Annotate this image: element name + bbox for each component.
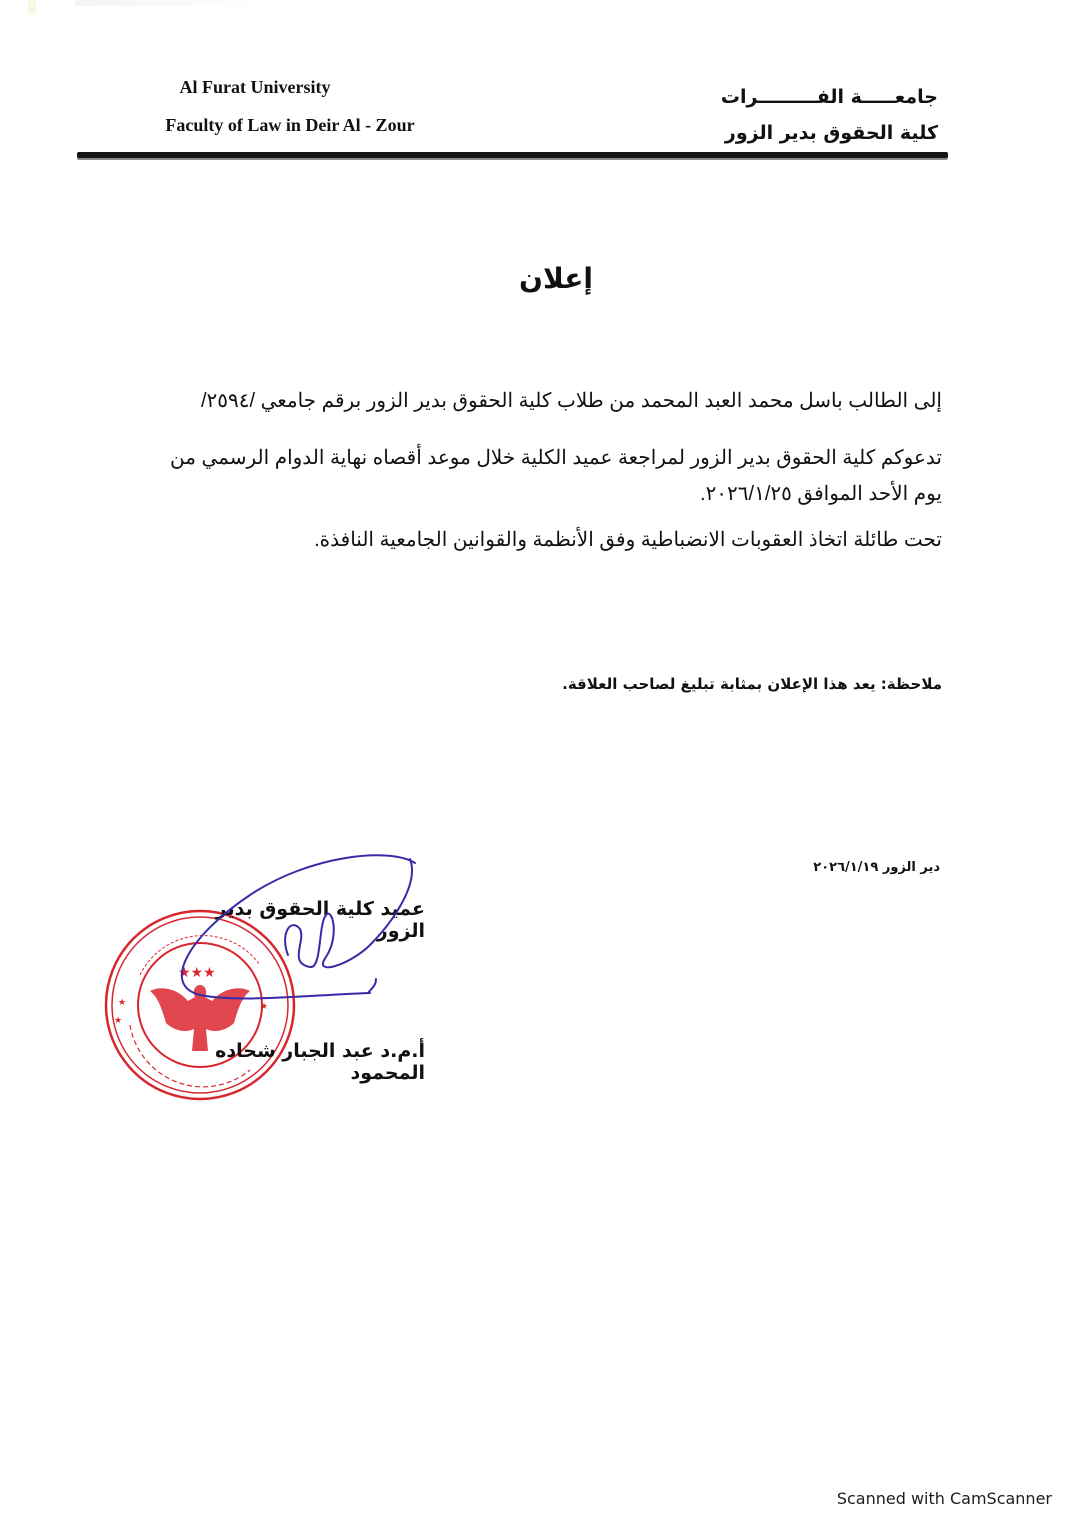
svg-text:★: ★	[114, 1016, 123, 1026]
handwritten-signature-icon	[140, 845, 440, 1025]
header-divider	[77, 152, 948, 158]
signatory-name: أ.م.د عبد الجبار شحاده المحمود	[215, 1040, 425, 1084]
note-text: ملاحظة: يعد هذا الإعلان بمثابة تبليغ لصاحب العلاقة.	[562, 675, 942, 693]
header-university-ar: جامعـــــة الفـــــــــرات	[720, 86, 938, 108]
document-title: إعلان	[519, 262, 593, 295]
signature-tail	[368, 979, 376, 993]
svg-text:★: ★	[118, 998, 127, 1008]
header-faculty-ar: كلية الحقوق بدير الزور	[724, 122, 938, 144]
paragraph-recipient: إلى الطالب باسل محمد العبد المحمد من طلاب كلية الحقوق بدير الزور برقم جامعي /٢٥٩٤/	[200, 390, 942, 412]
svg-text:★★★: ★★★	[178, 965, 216, 981]
signatory-title: عميد كلية الحقوق بدير الزور	[215, 898, 425, 942]
scan-artifact	[28, 0, 36, 14]
header-faculty-en: Faculty of Law in Deir Al - Zour	[165, 115, 415, 135]
header-university-en: Al Furat University	[179, 77, 331, 97]
paragraph-penalty: تحت طائلة اتخاذ العقوبات الانضباطية وفق الأنظمة والقوانين الجامعية النافذة.	[314, 529, 942, 551]
svg-text:★: ★	[260, 1002, 269, 1012]
scan-artifact-faint-text	[75, 0, 275, 6]
paragraph-summons: تدعوكم كلية الحقوق بدير الزور لمراجعة عميد الكلية خلال موعد أقصاه نهاية الدوام الرسمي من يوم الأحد الموافق ٢٠٢٦/١/٢٥.	[169, 447, 942, 505]
signature-stroke	[285, 859, 412, 967]
camscanner-watermark: Scanned with CamScanner	[836, 1489, 1052, 1508]
place-and-date: دير الزور ٢٠٢٦/١/١٩	[813, 860, 940, 875]
